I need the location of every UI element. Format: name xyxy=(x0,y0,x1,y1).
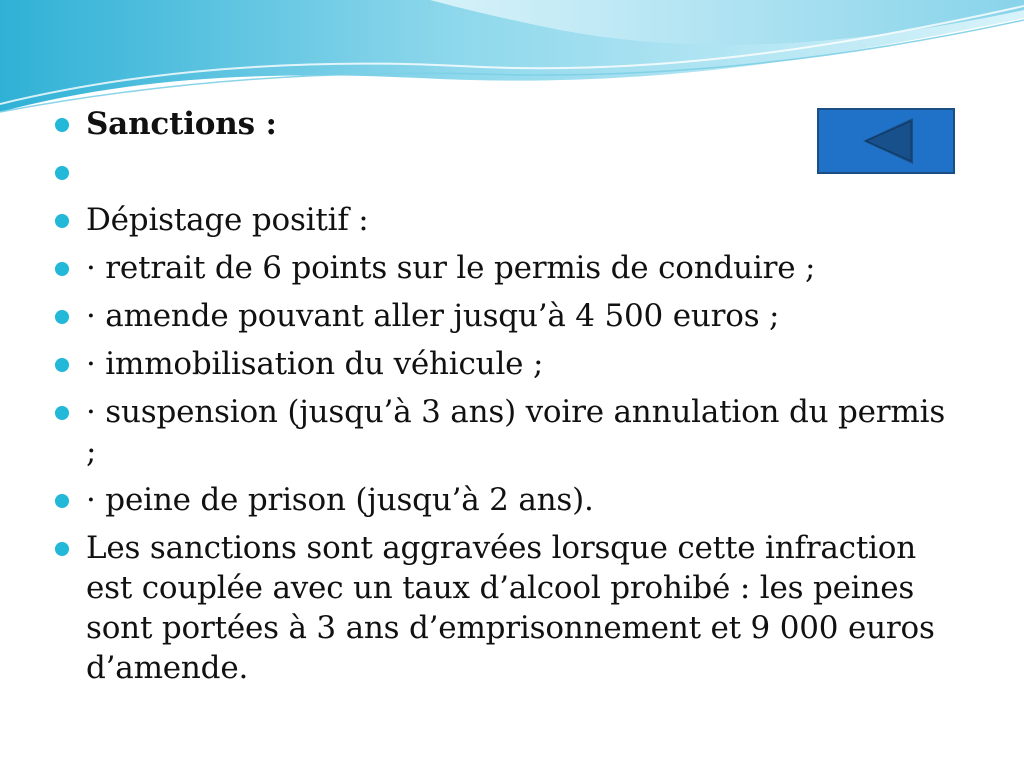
bullet-dot-icon xyxy=(55,262,69,276)
bullet-dot-icon xyxy=(55,358,69,372)
bullet-dot-icon xyxy=(55,494,69,508)
bullet-item-depistage xyxy=(55,200,955,240)
bullet-item-retrait-points xyxy=(55,248,955,288)
bullet-text: · suspension (jusqu’à 3 ans) voire annulation du permis ; xyxy=(86,394,946,470)
bullet-dot-icon xyxy=(55,118,69,132)
bullet-dot-icon xyxy=(55,406,69,420)
bullet-text: Les sanctions sont aggravées lorsque cette infraction est couplée avec un taux d’alcool prohibé : les peines sont portées à 3 ans d’emprisonnement et 9 000 euros d’amende. xyxy=(86,530,935,686)
bullet-item-suspension xyxy=(55,392,955,472)
bullet-dot-icon xyxy=(55,310,69,324)
bullet-item-prison xyxy=(55,480,955,520)
triangle-left-icon xyxy=(819,110,953,172)
bullet-item-sanctions-aggravees xyxy=(55,528,955,688)
header-wave-decoration xyxy=(0,0,1024,120)
bullet-text: · peine de prison (jusqu’à 2 ans). xyxy=(86,482,594,518)
slide-bullet-list xyxy=(55,104,955,696)
bullet-text: · immobilisation du véhicule ; xyxy=(86,346,544,382)
bullet-text: Dépistage positif : xyxy=(86,202,369,238)
bullet-dot-icon xyxy=(55,214,69,228)
bullet-text: · amende pouvant aller jusqu’à 4 500 euros ; xyxy=(86,298,780,334)
bullet-dot-icon xyxy=(55,542,69,556)
bullet-dot-icon xyxy=(55,166,69,180)
back-navigation-button[interactable] xyxy=(817,108,955,174)
bullet-text: · retrait de 6 points sur le permis de conduire ; xyxy=(86,250,816,286)
bullet-text: Sanctions : xyxy=(86,106,277,142)
bullet-item-immobilisation xyxy=(55,344,955,384)
bullet-item-amende xyxy=(55,296,955,336)
